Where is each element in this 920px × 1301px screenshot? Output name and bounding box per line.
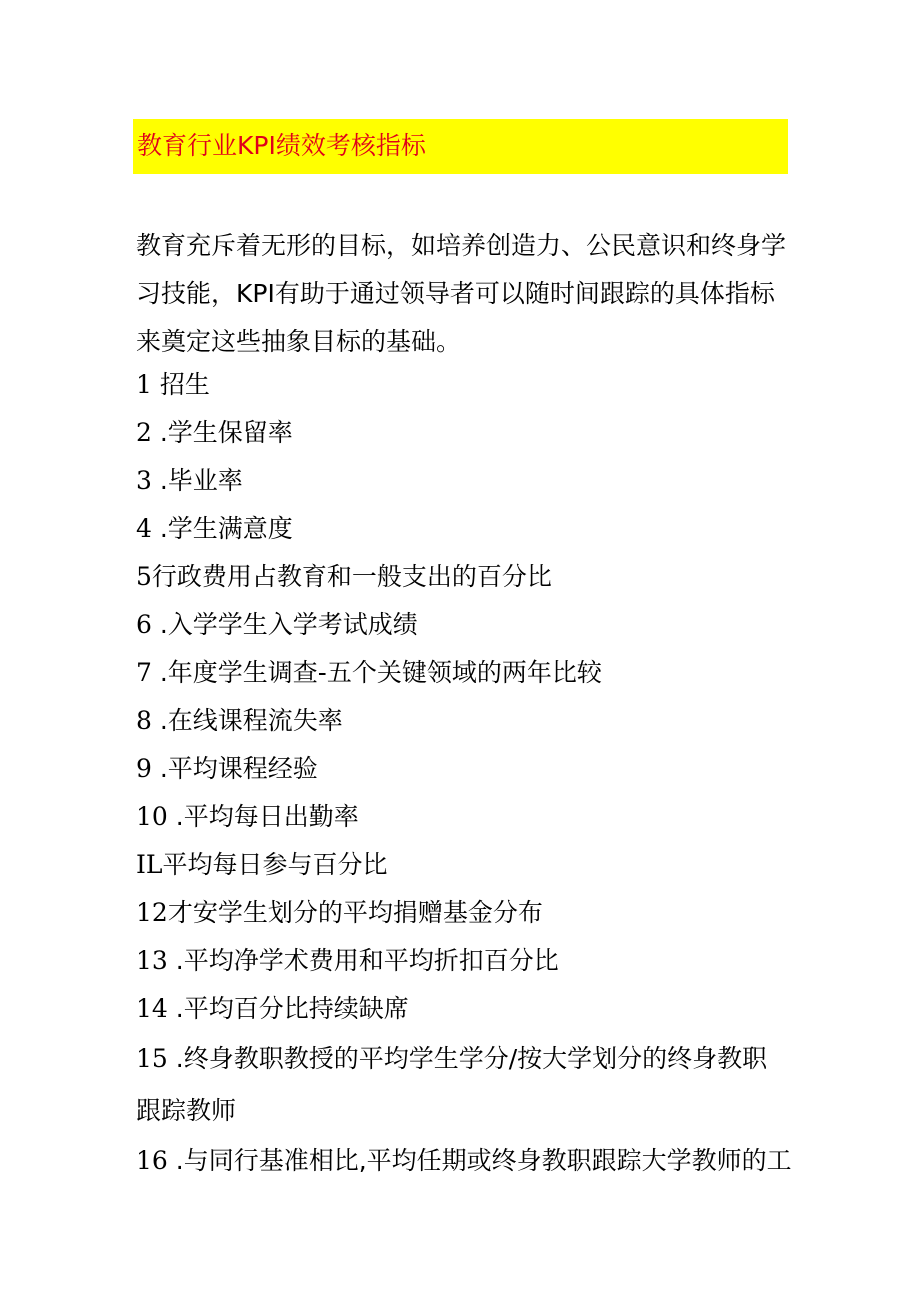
kpi-item-text: 招生 [159,370,210,399]
kpi-item-text: 跟踪教师 [136,1096,237,1125]
kpi-item [136,513,293,545]
kpi-item [136,609,418,641]
kpi-item [136,897,543,929]
kpi-item-text: .在线课程流失率 [159,706,343,735]
document-title: 教育行业KPI绩效考核指标 [137,131,426,160]
kpi-item-number: 10 [136,802,168,831]
kpi-item [136,753,318,785]
kpi-item-text: .学生保留率 [159,418,293,447]
kpi-item-number: 14 [136,994,168,1023]
kpi-item-text: .平均百分比持续缺席 [175,994,409,1023]
kpi-item-number: 5 [136,562,152,591]
kpi-item-text: .与同行基准相比,平均任期或终身教职跟踪大学教师的工 [175,1146,792,1175]
kpi-item-number: IL [136,850,163,879]
kpi-item [136,993,409,1025]
intro-line: 习技能，KPI有助于通过领导者可以随时间跟踪的具体指标 [136,279,775,308]
kpi-item-text: .终身教职教授的平均学生学分/按大学划分的终身教职 [175,1044,768,1073]
kpi-item-number: 8 [136,706,152,735]
kpi-item-text: .平均课程经验 [159,754,318,783]
intro-paragraph [136,222,791,366]
kpi-item-text: .学生满意度 [159,514,293,543]
kpi-item [136,561,552,593]
kpi-item-number: 7 [136,658,152,687]
kpi-item-text: 平均每日参与百分比 [162,850,388,879]
kpi-item-text: .平均每日出勤率 [175,802,359,831]
kpi-item [136,1145,792,1177]
kpi-item [136,849,388,881]
kpi-item-text: .毕业率 [159,466,243,495]
kpi-item [136,369,210,401]
kpi-item [136,1043,767,1075]
kpi-item-number: 1 [136,370,152,399]
kpi-item-text: .年度学生调查-五个关键领域的两年比较 [159,658,602,687]
kpi-item-number: 4 [136,514,152,543]
kpi-item-number: 12 [136,898,168,927]
kpi-item [136,801,359,833]
kpi-item-text: 才安学生划分的平均捐赠基金分布 [167,898,543,927]
kpi-item [136,657,602,689]
intro-line: 来奠定这些抽象目标的基础。 [136,327,462,356]
kpi-item-continuation [136,1095,236,1127]
kpi-item [136,465,243,497]
kpi-item-number: 13 [136,946,168,975]
intro-line: 教育充斥着无形的目标，如培养创造力、公民意识和终身学 [136,231,787,260]
kpi-item-text: .入学学生入学考试成绩 [159,610,418,639]
kpi-item-text: .平均净学术费用和平均折扣百分比 [175,946,559,975]
kpi-item-number: 9 [136,754,152,783]
kpi-item [136,417,293,449]
kpi-item [136,945,559,977]
kpi-item-number: 16 [136,1146,168,1175]
kpi-item-number: 15 [136,1044,168,1073]
kpi-item-number: 6 [136,610,152,639]
kpi-item [136,705,343,737]
kpi-item-number: 3 [136,466,152,495]
kpi-item-text: 行政费用占教育和一般支出的百分比 [151,562,552,591]
kpi-item-number: 2 [136,418,152,447]
title-highlight [133,119,788,174]
